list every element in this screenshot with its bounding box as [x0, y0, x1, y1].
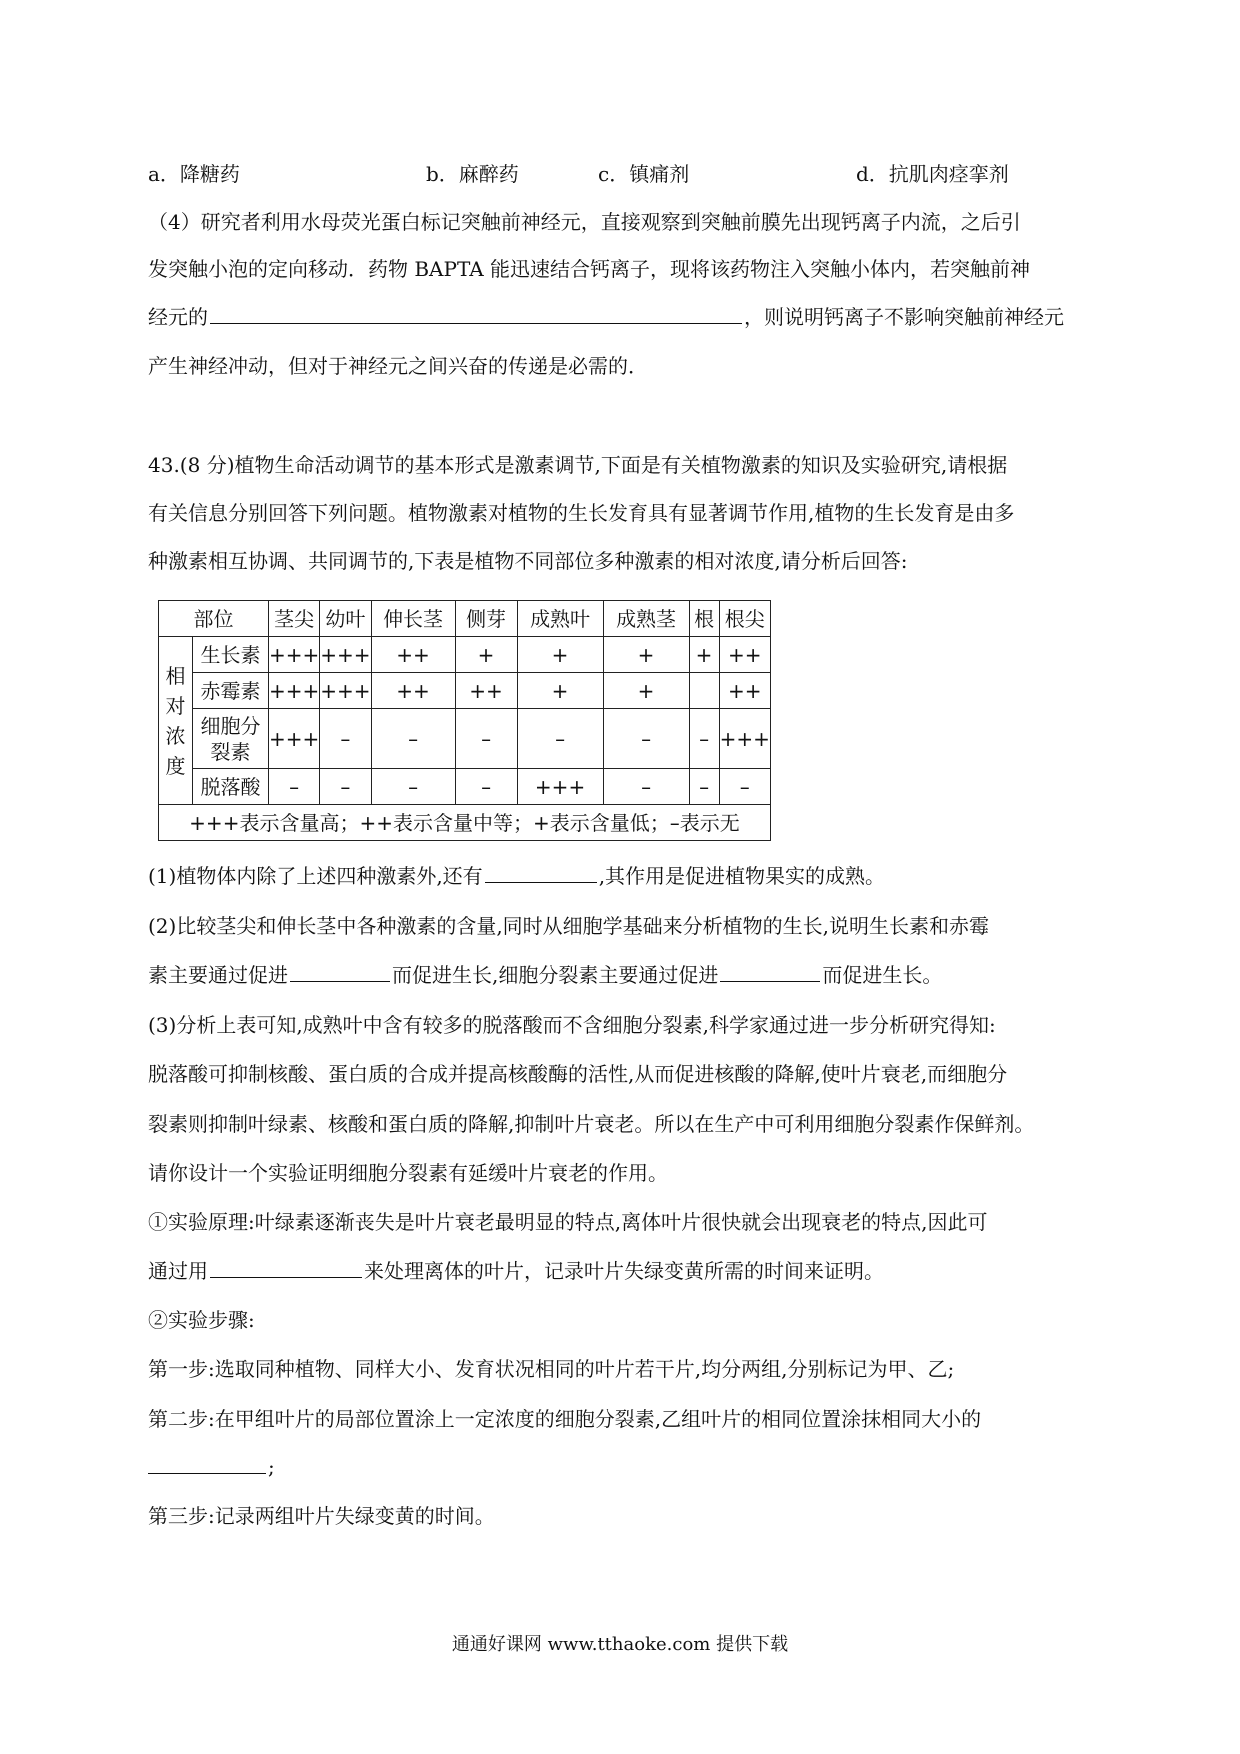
- table-row: [159, 769, 771, 805]
- sub3-line2: 脱落酸可抑制核酸、蛋白质的合成并提高核酸酶的活性,从而促进核酸的降解,使叶片衰老,而细胞分: [148, 1062, 1008, 1086]
- cell: –: [603, 769, 689, 805]
- cell: +++: [719, 709, 770, 769]
- q4-line1: （4）研究者利用水母荧光蛋白标记突触前神经元，直接观察到突触前膜先出现钙离子内流，之后引: [148, 210, 1021, 234]
- column-header: 伸长茎: [371, 601, 455, 637]
- principle-post: 来处理离体的叶片，记录叶片失绿变黄所需的时间来证明。: [364, 1259, 884, 1283]
- column-header: 幼叶: [320, 601, 371, 637]
- row-name: 脱落酸: [193, 769, 269, 805]
- q4-line3-pre: 经元的: [148, 305, 208, 329]
- cell: ++: [455, 673, 517, 709]
- sub2-text-b: 而促进生长,细胞分裂素主要通过促进: [392, 963, 719, 987]
- cell: +: [603, 673, 689, 709]
- cell: –: [455, 769, 517, 805]
- table-legend: +++表示含量高；++表示含量中等；+表示含量低；–表示无: [159, 805, 771, 841]
- cell: +: [603, 637, 689, 673]
- column-header: 成熟叶: [517, 601, 603, 637]
- answer-blank-principle[interactable]: [210, 1257, 362, 1278]
- column-header: 根尖: [719, 601, 770, 637]
- answer-blank-q4[interactable]: [210, 303, 742, 324]
- cell: +: [455, 637, 517, 673]
- principle-line2: [148, 1257, 884, 1285]
- cell: +++: [320, 637, 371, 673]
- cell: ++: [719, 673, 770, 709]
- sub3-line3: 裂素则抑制叶绿素、核酸和蛋白质的降解,抑制叶片衰老。所以在生产中可利用细胞分裂素作保鲜剂。: [148, 1112, 1035, 1136]
- sub2-text-c: 而促进生长。: [822, 963, 943, 987]
- q4-line3-post: ，则说明钙离子不影响突触前神经元: [744, 305, 1064, 329]
- cell: –: [603, 709, 689, 769]
- steps-title: ②实验步骤:: [148, 1308, 255, 1332]
- answer-blank-step2[interactable]: [148, 1453, 266, 1474]
- cell: +++: [269, 637, 320, 673]
- cell: –: [517, 709, 603, 769]
- header-label: 部位: [159, 601, 269, 637]
- cell: –: [320, 709, 371, 769]
- row-name: 细胞分 裂素: [193, 709, 269, 769]
- step1: 第一步:选取同种植物、同样大小、发育状况相同的叶片若干片,均分两组,分别标记为甲、乙;: [148, 1357, 955, 1381]
- option-a: a．降糖药: [148, 162, 240, 186]
- q4-line4: 产生神经冲动，但对于神经元之间兴奋的传递是必需的．: [148, 354, 648, 378]
- sub3-line4: 请你设计一个实验证明细胞分裂素有延缓叶片衰老的作用。: [148, 1161, 668, 1185]
- column-header: 根: [689, 601, 719, 637]
- sub3-line1: (3)分析上表可知,成熟叶中含有较多的脱落酸而不含细胞分裂素,科学家通过进一步分析研究得知:: [148, 1013, 996, 1037]
- column-header: 成熟茎: [603, 601, 689, 637]
- q43-line2: 有关信息分别回答下列问题。植物激素对植物的生长发育具有显著调节作用,植物的生长发育是由多: [148, 501, 1015, 525]
- cell: –: [269, 769, 320, 805]
- cell: +++: [517, 769, 603, 805]
- cell: –: [455, 709, 517, 769]
- cell: –: [371, 769, 455, 805]
- row-name: 赤霉素: [193, 673, 269, 709]
- cell: +: [517, 673, 603, 709]
- column-header: 侧芽: [455, 601, 517, 637]
- cell: –: [371, 709, 455, 769]
- principle-pre: 通过用: [148, 1259, 208, 1283]
- option-b: b．麻醉药: [426, 162, 519, 186]
- cell: +: [517, 637, 603, 673]
- side-label: 相 对 浓 度: [159, 637, 193, 805]
- table-row: [159, 709, 771, 769]
- step2: 第二步:在甲组叶片的局部位置涂上一定浓度的细胞分裂素,乙组叶片的相同位置涂抹相同大小的: [148, 1407, 982, 1431]
- sub2-line1: (2)比较茎尖和伸长茎中各种激素的含量,同时从细胞学基础来分析植物的生长,说明生长素和赤霉: [148, 914, 990, 938]
- cell: ++: [371, 637, 455, 673]
- table-legend-row: [159, 805, 771, 841]
- answer-blank-sub2-a[interactable]: [290, 961, 390, 982]
- step2-end: ;: [268, 1455, 275, 1479]
- q4-line2: 发突触小泡的定向移动．药物 BAPTA 能迅速结合钙离子，现将该药物注入突触小体内，若突触前神: [148, 257, 1031, 281]
- row-name: 生长素: [193, 637, 269, 673]
- sub1-line: [148, 862, 885, 890]
- q43-line1: 43.(8 分)植物生命活动调节的基本形式是激素调节,下面是有关植物激素的知识及实验研究,请根据: [148, 453, 1008, 477]
- sub1-pre: (1)植物体内除了上述四种激素外,还有: [148, 864, 483, 888]
- q43-line3: 种激素相互协调、共同调节的,下表是植物不同部位多种激素的相对浓度,请分析后回答:: [148, 549, 908, 573]
- table-row: [159, 637, 771, 673]
- page-footer: 通通好课网 www.tthaoke.com 提供下载: [451, 1634, 789, 1655]
- cell: –: [320, 769, 371, 805]
- sub2-text-a: 素主要通过促进: [148, 963, 288, 987]
- sub2-line2: [148, 961, 942, 989]
- hormone-table: [158, 600, 771, 841]
- cell: +++: [320, 673, 371, 709]
- option-c: c．镇痛剂: [598, 162, 690, 186]
- cell: –: [719, 769, 770, 805]
- cell: [689, 673, 719, 709]
- q4-line3: [148, 303, 1064, 331]
- cell: +++: [269, 673, 320, 709]
- cell: ++: [371, 673, 455, 709]
- table-row: [159, 673, 771, 709]
- step2-end-line: [148, 1453, 275, 1481]
- column-header: 茎尖: [269, 601, 320, 637]
- table-header-row: [159, 601, 771, 637]
- cell: ++: [719, 637, 770, 673]
- cell: +: [689, 637, 719, 673]
- step3: 第三步:记录两组叶片失绿变黄的时间。: [148, 1504, 495, 1528]
- cell: –: [689, 709, 719, 769]
- sub1-post: ,其作用是促进植物果实的成熟。: [598, 864, 886, 888]
- option-d: d．抗肌肉痉挛剂: [856, 162, 1009, 186]
- answer-blank-sub1[interactable]: [485, 862, 597, 883]
- cell: +++: [269, 709, 320, 769]
- principle-line1: ①实验原理:叶绿素逐渐丧失是叶片衰老最明显的特点,离体叶片很快就会出现衰老的特点,因此可: [148, 1210, 988, 1234]
- answer-blank-sub2-b[interactable]: [720, 961, 820, 982]
- cell: –: [689, 769, 719, 805]
